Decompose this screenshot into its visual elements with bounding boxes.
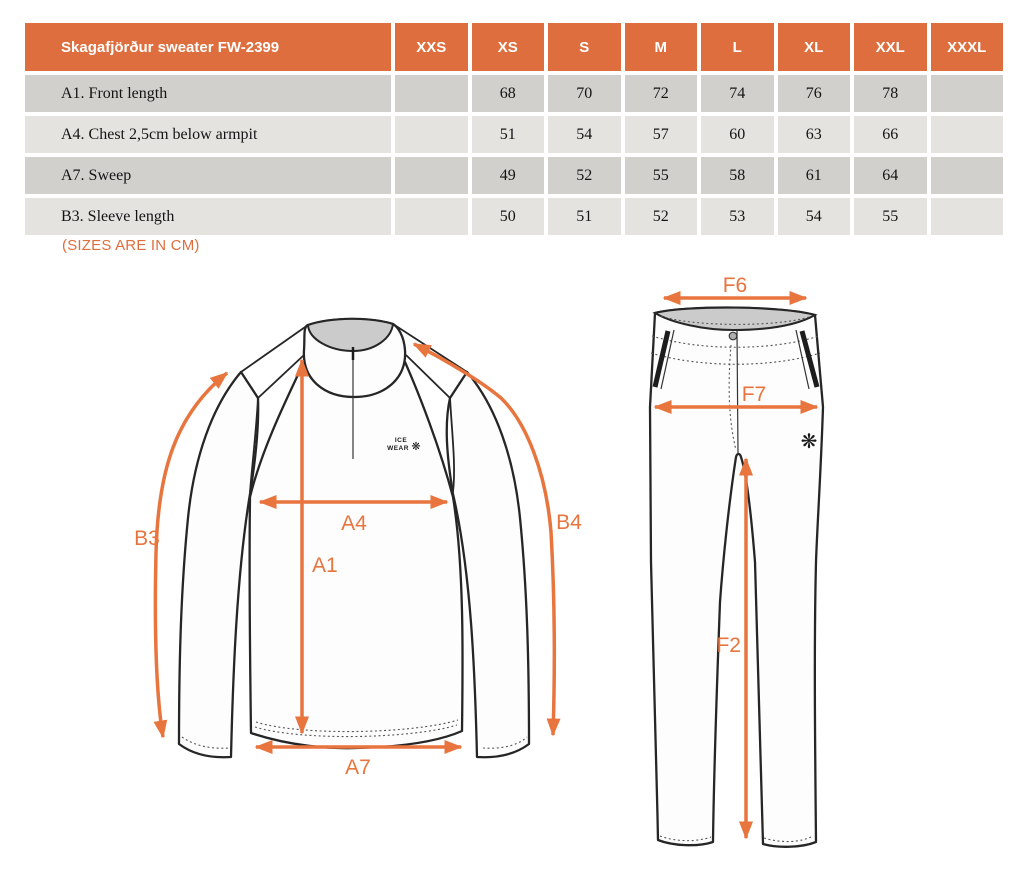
measurement-value: 66 <box>854 116 927 153</box>
measurement-value: 64 <box>854 157 927 194</box>
hip-label-f7: F7 <box>741 383 767 406</box>
size-column-header-xs: XS <box>472 23 545 71</box>
pants-snowflake-icon: ❋ <box>800 429 818 453</box>
waist-button <box>729 332 737 340</box>
measurement-value: 72 <box>625 75 698 112</box>
size-column-header-xxs: XXS <box>395 23 468 71</box>
measurement-value <box>931 116 1004 153</box>
right-sleeve-label-b4: B4 <box>556 511 582 534</box>
measurement-value: 52 <box>625 198 698 235</box>
table-row <box>25 75 1003 112</box>
measurement-value: 63 <box>778 116 851 153</box>
size-chart-body <box>25 75 1003 235</box>
sweater-left-sleeve <box>179 372 258 757</box>
front-length-label-a1: A1 <box>312 554 338 577</box>
pants-body <box>650 308 823 847</box>
measurement-value: 58 <box>701 157 774 194</box>
measurement-value: 76 <box>778 75 851 112</box>
table-row <box>25 198 1003 235</box>
inseam-label-f2: F2 <box>716 634 741 657</box>
logo-text-line2: WEAR <box>387 445 409 452</box>
sweater-body <box>250 360 463 748</box>
size-column-header-xl: XL <box>778 23 851 71</box>
units-note: (SIZES ARE IN CM) <box>62 237 200 254</box>
garment-diagrams <box>0 270 1028 887</box>
measurement-value: 68 <box>472 75 545 112</box>
table-row <box>25 157 1003 194</box>
measurement-value: 49 <box>472 157 545 194</box>
measurement-value: 78 <box>854 75 927 112</box>
logo-text-line1: ICE <box>394 437 408 444</box>
size-column-header-m: M <box>625 23 698 71</box>
size-column-header-xxl: XXL <box>854 23 927 71</box>
measurement-value <box>931 75 1004 112</box>
size-column-header-l: L <box>701 23 774 71</box>
size-column-header-xxxl: XXXL <box>931 23 1004 71</box>
measurement-value: 55 <box>625 157 698 194</box>
sweater-drawing <box>134 319 582 779</box>
measurement-label: B3. Sleeve length <box>25 198 391 235</box>
table-row <box>25 116 1003 153</box>
chest-label-a4: A4 <box>341 512 367 535</box>
measurement-value: 60 <box>701 116 774 153</box>
measurement-value: 54 <box>548 116 621 153</box>
measurement-value <box>931 157 1004 194</box>
measurement-value: 51 <box>472 116 545 153</box>
sweep-label-a7: A7 <box>345 756 371 779</box>
size-chart-title: Skagafjörður sweater FW-2399 <box>25 23 391 71</box>
measurement-value: 54 <box>778 198 851 235</box>
size-chart-header-row <box>25 23 1003 71</box>
measurement-label: A4. Chest 2,5cm below armpit <box>25 116 391 153</box>
measurement-label: A7. Sweep <box>25 157 391 194</box>
measurement-value: 51 <box>548 198 621 235</box>
waist-label-f6: F6 <box>722 274 748 297</box>
measurement-value: 74 <box>701 75 774 112</box>
measurement-label: A1. Front length <box>25 75 391 112</box>
measurement-value <box>395 75 468 112</box>
measurement-value: 50 <box>472 198 545 235</box>
logo-snowflake-icon: ❋ <box>411 440 421 453</box>
measurement-value: 53 <box>701 198 774 235</box>
size-column-header-s: S <box>548 23 621 71</box>
measurement-value: 57 <box>625 116 698 153</box>
pants-drawing <box>650 274 823 847</box>
measurement-value <box>395 157 468 194</box>
measurement-value: 52 <box>548 157 621 194</box>
left-sleeve-label-b3: B3 <box>134 527 160 550</box>
measurement-value: 61 <box>778 157 851 194</box>
sweater-left-shoulder-seam <box>241 325 308 372</box>
measurement-value: 55 <box>854 198 927 235</box>
measurement-value <box>931 198 1004 235</box>
size-chart-table <box>21 19 1007 239</box>
measurement-value <box>395 198 468 235</box>
measurement-value: 70 <box>548 75 621 112</box>
measurement-value <box>395 116 468 153</box>
